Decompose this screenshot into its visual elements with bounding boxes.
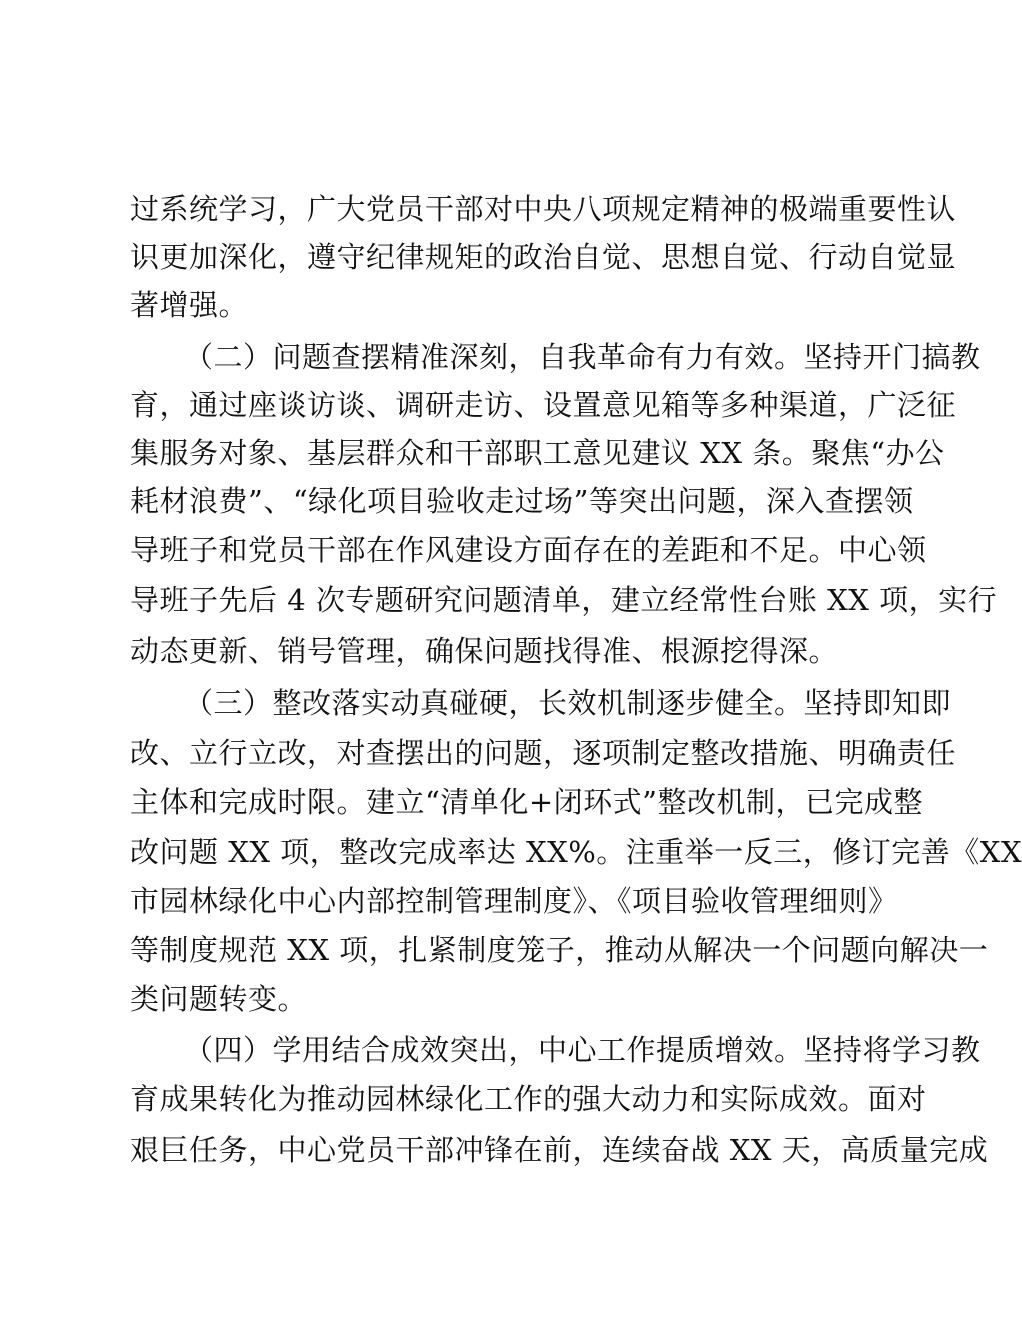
- text-line: 等制度规范 XX 项，扎紧制度笼子，推动从解决一个问题向解决一: [130, 933, 989, 967]
- text-line: 育，通过座谈访谈、调研走访、设置意见箱等多种渠道，广泛征: [130, 388, 957, 422]
- text-line: 识更加深化，遵守纪律规矩的政治自觉、思想自觉、行动自觉显: [130, 240, 957, 274]
- section-heading-line: （三）整改落实动真碰硬，长效机制逐步健全。坚持即知即: [184, 686, 952, 720]
- text-line: 主体和完成时限。建立“清单化+闭环式”整改机制，已完成整: [130, 785, 923, 819]
- text-line: 导班子和党员干部在作风建设方面存在的差距和不足。中心领: [130, 533, 927, 567]
- text-line: 著增强。: [130, 288, 249, 322]
- text-line: 集服务对象、基层群众和干部职工意见建议 XX 条。聚焦“办公: [130, 436, 945, 470]
- text-line: 改问题 XX 项，整改完成率达 XX%。注重举一反三，修订完善《XX: [130, 835, 1022, 869]
- text-line: 育成果转化为推动园林绿化工作的强大动力和实际成效。面对: [130, 1082, 927, 1116]
- text-line: 艰巨任务，中心党员干部冲锋在前，连续奋战 XX 天，高质量完成: [130, 1133, 989, 1167]
- text-line: 耗材浪费”、“绿化项目验收走过场”等突出问题，深入查摆领: [130, 484, 914, 518]
- text-line: 动态更新、销号管理，确保问题找得准、根源挖得深。: [130, 634, 839, 668]
- text-line: 改、立行立改，对查摆出的问题，逐项制定整改措施、明确责任: [130, 736, 957, 770]
- section-heading-line: （四）学用结合成效突出，中心工作提质增效。坚持将学习教: [184, 1033, 981, 1067]
- text-line: 市园林绿化中心内部控制管理制度》、《项目验收管理细则》: [130, 884, 898, 918]
- text-line: 过系统学习，广大党员干部对中央八项规定精神的极端重要性认: [130, 192, 957, 226]
- section-heading-line: （二）问题查摆精准深刻，自我革命有力有效。坚持开门搞教: [184, 340, 981, 374]
- text-line: 导班子先后 4 次专题研究问题清单，建立经常性台账 XX 项，实行: [130, 583, 998, 617]
- text-line: 类问题转变。: [130, 982, 308, 1016]
